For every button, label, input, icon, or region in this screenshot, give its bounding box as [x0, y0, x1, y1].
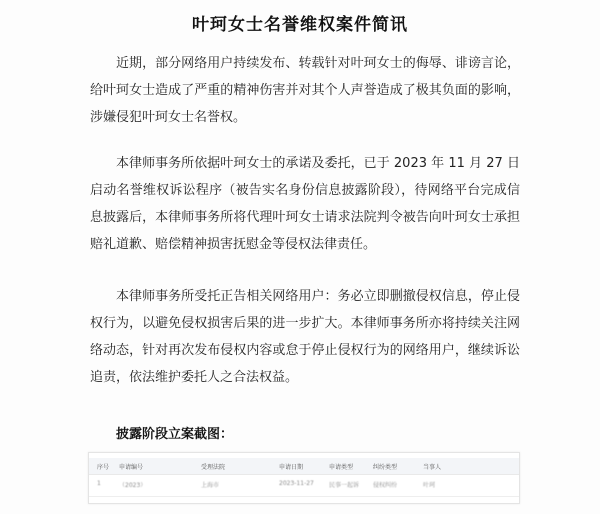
header-cell: 申请编号	[119, 464, 144, 471]
paragraph-2: 本律师事务所依据叶珂女士的承诺及委托，已于 2023 年 11 月 27 日启动名誉维权诉讼程序（被告实名身份信息披露阶段），待网络平台完成信息披露后，本律师事务所将代理叶珂女士请求法院判令被告向叶珂女士承担赔礼道歉、赔偿精神损害抚慰金等侵权法律责任。	[90, 156, 520, 252]
table-cell: 2023-11-27	[279, 480, 314, 487]
case-filing-screenshot	[88, 452, 520, 504]
table-cell: 1	[97, 480, 101, 487]
document-title: 叶珂女士名誉维权案件简讯	[192, 15, 408, 35]
table-header-row	[89, 458, 519, 475]
table-cell: （2023）	[119, 482, 147, 489]
table-divider	[89, 496, 519, 497]
screenshot-caption: 披露阶段立案截图：	[116, 427, 234, 442]
table-cell: 上海市	[201, 482, 220, 489]
header-cell: 序号	[97, 464, 110, 471]
table-cell: 侵权纠纷	[373, 482, 398, 489]
header-cell: 当事人	[423, 464, 442, 471]
table-cell: 民事一起诉	[329, 482, 360, 489]
header-cell: 申请日期	[279, 464, 304, 471]
header-cell: 受理法院	[201, 464, 226, 471]
table-row	[89, 476, 519, 492]
header-cell: 纠纷类型	[373, 464, 398, 471]
header-cell: 申请类型	[329, 464, 354, 471]
paragraph-1: 近期，部分网络用户持续发布、转载针对叶珂女士的侮辱、诽谤言论，给叶珂女士造成了严重的精神伤害并对其个人声誉造成了极其负面的影响，涉嫌侵犯叶珂女士名誉权。	[90, 56, 520, 125]
paragraph-3: 本律师事务所受托正告相关网络用户：务必立即删撤侵权信息，停止侵权行为，以避免侵权损害后果的进一步扩大。本律师事务所亦将持续关注网络动态，针对再次发布侵权内容或怠于停止侵权行为的网络用户，继续诉讼追责，依法维护委托人之合法权益。	[90, 289, 520, 385]
table-cell: 叶珂	[423, 482, 436, 489]
